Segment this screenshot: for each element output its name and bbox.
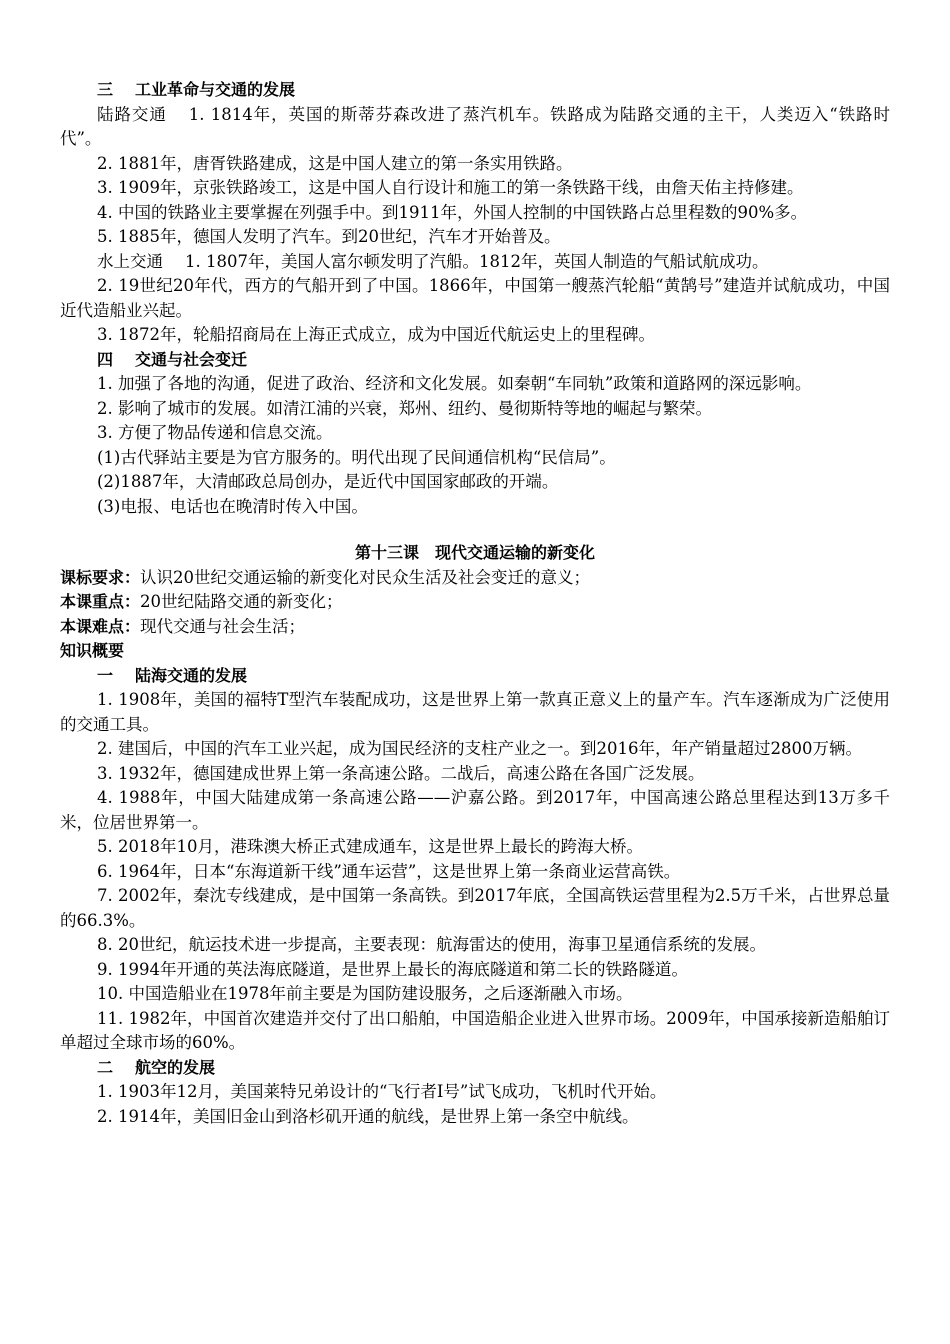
heading-number: 四 — [97, 349, 114, 369]
paragraph: 3. 1932年，德国建成世界上第一条高速公路。二战后，高速公路在各国广泛发展。 — [97, 763, 705, 783]
section-heading-3 — [60, 78, 890, 103]
paragraph: 4. 1988年，中国大陆建成第一条高速公路——沪嘉公路。到2017年，中国高速公路总里程达到13万多千米，位居世界第一。 — [60, 788, 890, 832]
section-heading-4 — [60, 348, 890, 373]
label: 本课难点： — [60, 616, 141, 636]
paragraph: 7. 2002年，秦沈专线建成，是中国第一条高铁。到2017年底，全国高铁运营里程为2.5万千米，占世界总量的66.3%。 — [60, 886, 890, 930]
paragraph: 5. 1885年，德国人发明了汽车。到20世纪，汽车才开始普及。 — [97, 227, 561, 246]
paragraph: 3. 1909年，京张铁路竣工，这是中国人自行设计和施工的第一条铁路干线，由詹天佑主持修建。 — [97, 178, 804, 197]
overview-heading: 知识概要 — [60, 641, 125, 660]
curriculum-requirement — [60, 566, 890, 591]
heading-number: 二 — [97, 1057, 114, 1077]
paragraph: 1. 1908年，美国的福特T型汽车装配成功，这是世界上第一款真正意义上的量产车。汽车逐渐成为广泛使用的交通工具。 — [60, 690, 890, 734]
paragraph: 4. 中国的铁路业主要掌握在列强手中。到1911年，外国人控制的中国铁路占总里程数的90%多。 — [97, 202, 808, 222]
paragraph: 9. 1994年开通的英法海底隧道，是世界上最长的海底隧道和第二长的铁路隧道。 — [97, 959, 688, 979]
heading-text: 航空的发展 — [135, 1057, 216, 1077]
paragraph: 1. 1903年12月，美国莱特兄弟设计的“飞行者Ⅰ号”试飞成功，飞机时代开始。 — [97, 1082, 667, 1101]
paragraph — [60, 250, 890, 275]
water-transport-label: 水上交通 — [97, 251, 163, 271]
paragraph: 3. 1872年，轮船招商局在上海正式成立，成为中国近代航运史上的里程碑。 — [97, 325, 655, 344]
paragraph-text: 1. 1814年，英国的斯蒂芬森改进了蒸汽机车。铁路成为陆路交通的主干，人类迈入“铁路时代”。 — [60, 104, 891, 148]
paragraph — [60, 103, 890, 152]
paragraph: (3)电报、电话也在晚清时传入中国。 — [97, 496, 368, 516]
paragraph: 11. 1982年，中国首次建造并交付了出口船舶，中国造船企业进入世界市场。2009年，中国承接新造船舶订单超过全球市场的60%。 — [60, 1008, 890, 1052]
paragraph: 3. 方便了物品传递和信息交流。 — [97, 423, 333, 442]
heading-number: 三 — [97, 80, 114, 99]
paragraph: 8. 20世纪，航运技术进一步提高，主要表现：航海雷达的使用，海事卫星通信系统的发展。 — [97, 935, 766, 954]
part-heading-1 — [60, 664, 890, 689]
paragraph: 2. 建国后，中国的汽车工业兴起，成为国民经济的支柱产业之一。到2016年，年产销量超过2800万辆。 — [97, 739, 862, 758]
lesson-title: 第十三课 现代交通运输的新变化 — [354, 543, 595, 562]
paragraph: 2. 19世纪20年代，西方的气船开到了中国。1866年，中国第一艘蒸汽轮船“黄鹄号”建造并试航成功，中国近代造船业兴起。 — [60, 276, 890, 320]
heading-number: 一 — [97, 665, 114, 685]
value: 认识20世纪交通运输的新变化对民众生活及社会变迁的意义； — [140, 567, 591, 587]
heading-text: 工业革命与交通的发展 — [135, 80, 296, 99]
paragraph: 1. 加强了各地的沟通，促进了政治、经济和文化发展。如秦朝“车同轨”政策和道路网的深远影响。 — [97, 374, 812, 393]
heading-text: 陆海交通的发展 — [135, 665, 248, 685]
paragraph: 10. 中国造船业在1978年前主要是为国防建设服务，之后逐渐融入市场。 — [97, 984, 633, 1003]
key-point — [60, 590, 890, 615]
paragraph-text: 1. 1807年，美国人富尔顿发明了汽船。1812年，英国人制造的气船试航成功。 — [185, 251, 769, 271]
paragraph: 5. 2018年10月，港珠澳大桥正式建成通车，这是世界上最长的跨海大桥。 — [97, 837, 643, 856]
label: 课标要求： — [60, 567, 141, 587]
paragraph: (2)1887年，大清邮政总局创办，是近代中国国家邮政的开端。 — [97, 472, 559, 491]
document-page — [60, 78, 890, 1129]
value: 现代交通与社会生活； — [140, 616, 306, 636]
paragraph: 2. 影响了城市的发展。如清江浦的兴衰，郑州、纽约、曼彻斯特等地的崛起与繁荣。 — [97, 398, 712, 418]
heading-text: 交通与社会变迁 — [135, 349, 248, 369]
value: 20世纪陆路交通的新变化； — [140, 592, 343, 611]
paragraph: (1)古代驿站主要是为官方服务的。明代出现了民间通信机构“民信局”。 — [97, 447, 616, 467]
paragraph: 6. 1964年，日本“东海道新干线”通车运营”，这是世界上第一条商业运营高铁。 — [97, 861, 681, 881]
land-transport-label: 陆路交通 — [97, 104, 167, 124]
label: 本课重点： — [60, 592, 141, 611]
paragraph: 2. 1914年，美国旧金山到洛杉矶开通的航线，是世界上第一条空中航线。 — [97, 1106, 639, 1126]
part-heading-2 — [60, 1056, 890, 1081]
paragraph: 2. 1881年，唐胥铁路建成，这是中国人建立的第一条实用铁路。 — [97, 153, 573, 173]
difficult-point — [60, 615, 890, 640]
